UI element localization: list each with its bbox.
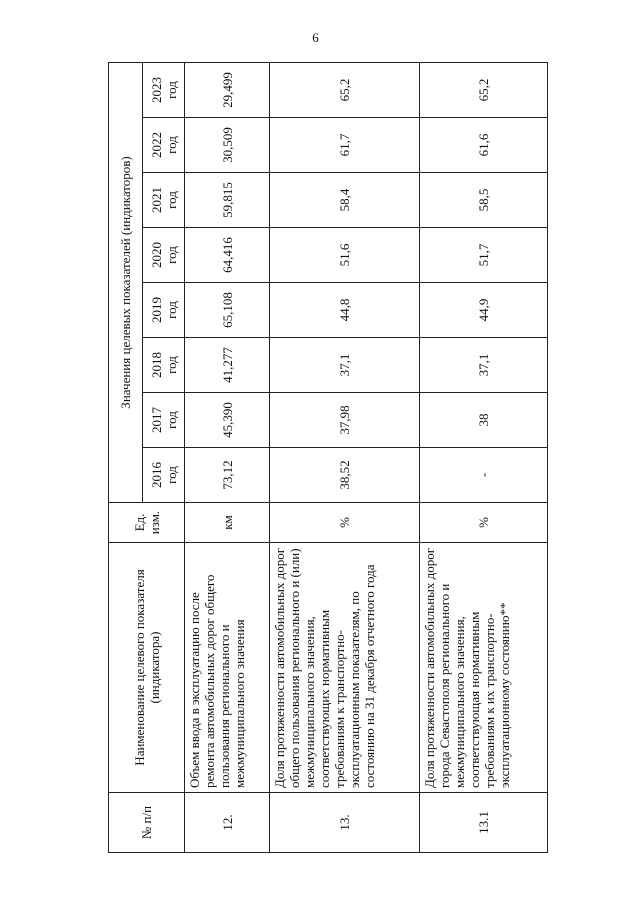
row-value: 61,6	[420, 118, 548, 173]
row-value: 51,6	[270, 228, 420, 283]
row-num: 12.	[185, 793, 270, 853]
row-value: 44,9	[420, 283, 548, 338]
header-values-group: Значения целевых показателей (индикаторов)	[109, 62, 143, 502]
table-row	[185, 62, 270, 852]
header-year: 2020 год	[143, 228, 185, 283]
header-num: № п/п	[109, 793, 185, 853]
row-unit: %	[420, 503, 548, 543]
row-value: 64,416	[185, 228, 270, 283]
row-name: Объем ввода в эксплуатацию после ремонта автомобильных дорог общего пользования регионального и межмуниципального значения	[185, 543, 270, 793]
row-value: 65,2	[270, 62, 420, 117]
row-unit: %	[270, 503, 420, 543]
row-value: 61,7	[270, 118, 420, 173]
row-value: 58,5	[420, 173, 548, 228]
table-container	[108, 63, 548, 853]
header-unit: Ед. изм.	[109, 503, 185, 543]
header-year: 2022 год	[143, 118, 185, 173]
row-value: 51,7	[420, 228, 548, 283]
page-number: 6	[312, 30, 319, 45]
table-row	[420, 62, 548, 852]
row-unit: км	[185, 503, 270, 543]
header-year: 2023 год	[143, 62, 185, 117]
indicators-table	[108, 62, 548, 853]
row-value: 65,2	[420, 62, 548, 117]
row-value: 65,108	[185, 283, 270, 338]
row-value: 44,8	[270, 283, 420, 338]
row-value: 37,98	[270, 393, 420, 448]
header-year: 2018 год	[143, 338, 185, 393]
row-value: 59,815	[185, 173, 270, 228]
row-value: 37,1	[420, 338, 548, 393]
row-num: 13.	[270, 793, 420, 853]
row-value: 29,499	[185, 62, 270, 117]
row-value: 37,1	[270, 338, 420, 393]
row-value: -	[420, 448, 548, 503]
row-name: Доля протяженности автомобильных дорог общего пользования регионального и (или) межмуниципального значения, соответствующих нормативным требованиям к транспортно-эксплуатационным показателям, по состоянию на 31 декабря отчетного года	[270, 543, 420, 793]
row-value: 38	[420, 393, 548, 448]
table-row	[270, 62, 420, 852]
row-num: 13.1	[420, 793, 548, 853]
header-year: 2017 год	[143, 393, 185, 448]
row-value: 38,52	[270, 448, 420, 503]
header-year: 2016 год	[143, 448, 185, 503]
row-value: 30,509	[185, 118, 270, 173]
row-value: 73,12	[185, 448, 270, 503]
row-name: Доля протяженности автомобильных дорог города Севастополя регионального и межмуниципального значения, соответствующая нормативным требованиям к их транспортно-эксплуатационному состоянию**	[420, 543, 548, 793]
header-name: Наименование целевого показателя (индикатора)	[109, 543, 185, 793]
row-value: 41,277	[185, 338, 270, 393]
header-year: 2019 год	[143, 283, 185, 338]
row-value: 45,390	[185, 393, 270, 448]
row-value: 58,4	[270, 173, 420, 228]
header-year: 2021 год	[143, 173, 185, 228]
